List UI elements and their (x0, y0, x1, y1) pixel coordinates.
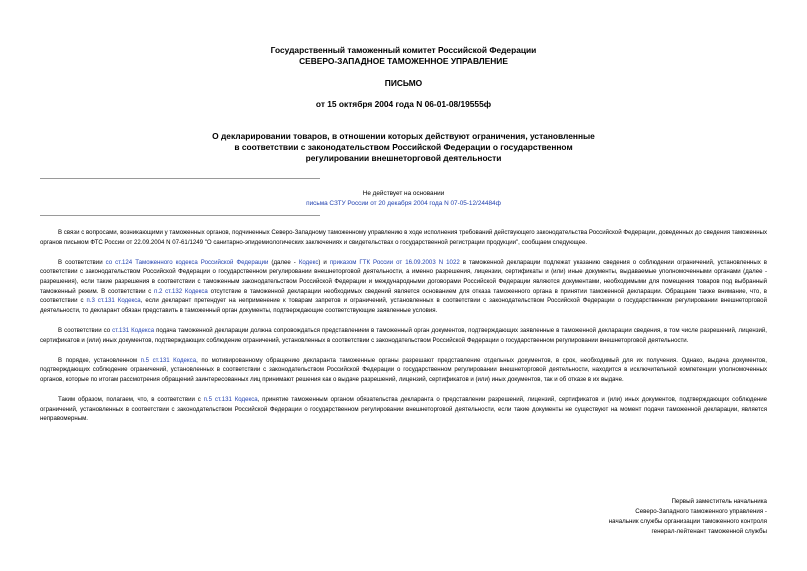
link-code[interactable]: Кодекс (298, 258, 319, 266)
signature-line-2: Северо-Западного таможенного управления - (635, 507, 767, 515)
paragraph-3: В соответствии со ст.131 Кодекса подача таможенной декларации должна сопровождаться представлением в таможенный орган документов, подтверждающих заявленные в таможенной декларации сведения, в том числе разрешений, лицензий, сертификатов и (или) иных документов, подтверждающих соблюдение ограничений, установленных в соответствии с законодательством Российской Федерации о государственном регулировании внешнеторговой деятельности. (40, 327, 767, 344)
signature-line-3: начальник службы организации таможенного контроля (608, 517, 767, 525)
link-p3-art131[interactable]: п.3 ст.131 Кодекса (86, 297, 141, 305)
paragraph-5: Таким образом, полагаем, что, в соответствии с п.5 ст.131 Кодекса, принятие таможенным органом обязательства декларанта о представлении разрешений, лицензий, сертификатов и (или) иных документов, подтверждающих соблюдение ограничений, установленных в соответствии с законодательством Российской Федерации о государственном регулировании внешнеторговой деятельности, если такие документы не существуют на момент подачи таможенной декларации, является неправомерным. (40, 395, 767, 423)
status-link[interactable]: письма СЗТУ России от 20 декабря 2004 года N 07-05-12/24484ф (306, 200, 501, 207)
link-p5-art131[interactable]: п.5 ст.131 Кодекса (140, 356, 197, 364)
link-art131[interactable]: ст.131 Кодекса (112, 327, 155, 334)
divider-bottom (40, 215, 320, 216)
doc-type: ПИСЬМО (384, 78, 423, 88)
link-p2-art132[interactable]: п.2 ст.132 Кодекса (154, 287, 208, 295)
letter-body (40, 228, 767, 434)
status-link-row (40, 199, 767, 209)
doc-subject-line-1: О декларировании товаров, в отношении которых действуют ограничения, установленные (212, 131, 595, 141)
signature-line-4: генерал-лейтенант таможенной службы (651, 527, 767, 535)
link-order-1022[interactable]: приказом ГТК России от 16.09.2003 N 1022 (329, 258, 460, 266)
divider-top (40, 178, 320, 179)
doc-subject-line-2: в соответствии с законодательством Российской Федерации о государственном (234, 142, 573, 152)
org-name: Государственный таможенный комитет Российской Федерации (270, 45, 537, 55)
doc-subject-line-3: регулировании внешнеторговой деятельности (305, 153, 502, 163)
status-note: Не действует на основании (362, 190, 445, 197)
paragraph-2: В соответствии со ст.124 Таможенного кодекса Российской Федерации (далее - Кодекс) и приказом ГТК России от 16.09.2003 N 1022 в таможенной декларации подлежат указанию сведения о соблюдении ограничений, установленных в соответствии с законодательством Российской Федерации о государственном регулировании внешнеторговой деятельности, а именно разрешения, лицензии, сертификаты и (или) иные документы, выдаваемые уполномоченными органами (далее - разрешения), если такие разрешения в соответствии с таможенным законодательством Российской Федерации и международными договорами Российской Федерации являются документами, необходимыми для помещения товаров под выбранный таможенный режим. В соответствии с п.2 ст.132 Кодекса отсутствие в таможенной декларации необходимых сведений является основанием для отказа таможенного органа в принятии таможенной декларации. Обращаем также внимание, что, в соответствии с п.3 ст.131 Кодекса, если декларант претендует на неприменение к товарам запретов и ограничений, установленных в соответствии с законодательством Российской Федерации о государственном регулировании внешнеторговой деятельности, то декларант обязан представить в таможенный орган документы, подтверждающие соответствующие заявленные условия. (40, 258, 768, 315)
signature-block (609, 497, 767, 537)
signature-line-1: Первый заместитель начальника (671, 498, 767, 505)
link-art124-customs-code[interactable]: со ст.124 Таможенного кодекса Российской Федерации (105, 258, 269, 266)
paragraph-4: В порядке, установленном п.5 ст.131 Кодекса, по мотивированному обращению декларанта таможенные органы разрешают представление отдельных документов, в срок, необходимый для их получения. Однако, выдача документов, подтверждающих соблюдение ограничений, установленных в соответствии с законодательством Российской Федерации о государственном регулировании внешнеторговой деятельности, находится в исключительной компетенции уполномоченных органов, которые по итогам рассмотрения обращений заинтересованных лиц принимают решения как о выдаче разрешений, лицензий, сертификатов и (или) иных документов, так и об отказе в их выдаче. (40, 356, 767, 383)
org-department: СЕВЕРО-ЗАПАДНОЕ ТАМОЖЕННОЕ УПРАВЛЕНИЕ (299, 56, 508, 66)
paragraph-1: В связи с вопросами, возникающими у таможенных органов, подчиненных Северо-Западному таможенному управлению в ходе исполнения требований действующего законодательства Российской Федерации, доведенных до сведения таможенных органов письмом ФТС России от 22.09.2004 N 07-61/1249 "О санитарно-эпидемиологических заключениях и свидетельствах о государственной регистрации продукции", сообщаем следующее. (40, 229, 767, 246)
doc-date-number: от 15 октября 2004 года N 06-01-08/19555ф (315, 99, 492, 109)
link-p5-art131-second[interactable]: п.5 ст.131 Кодекса (203, 395, 258, 403)
